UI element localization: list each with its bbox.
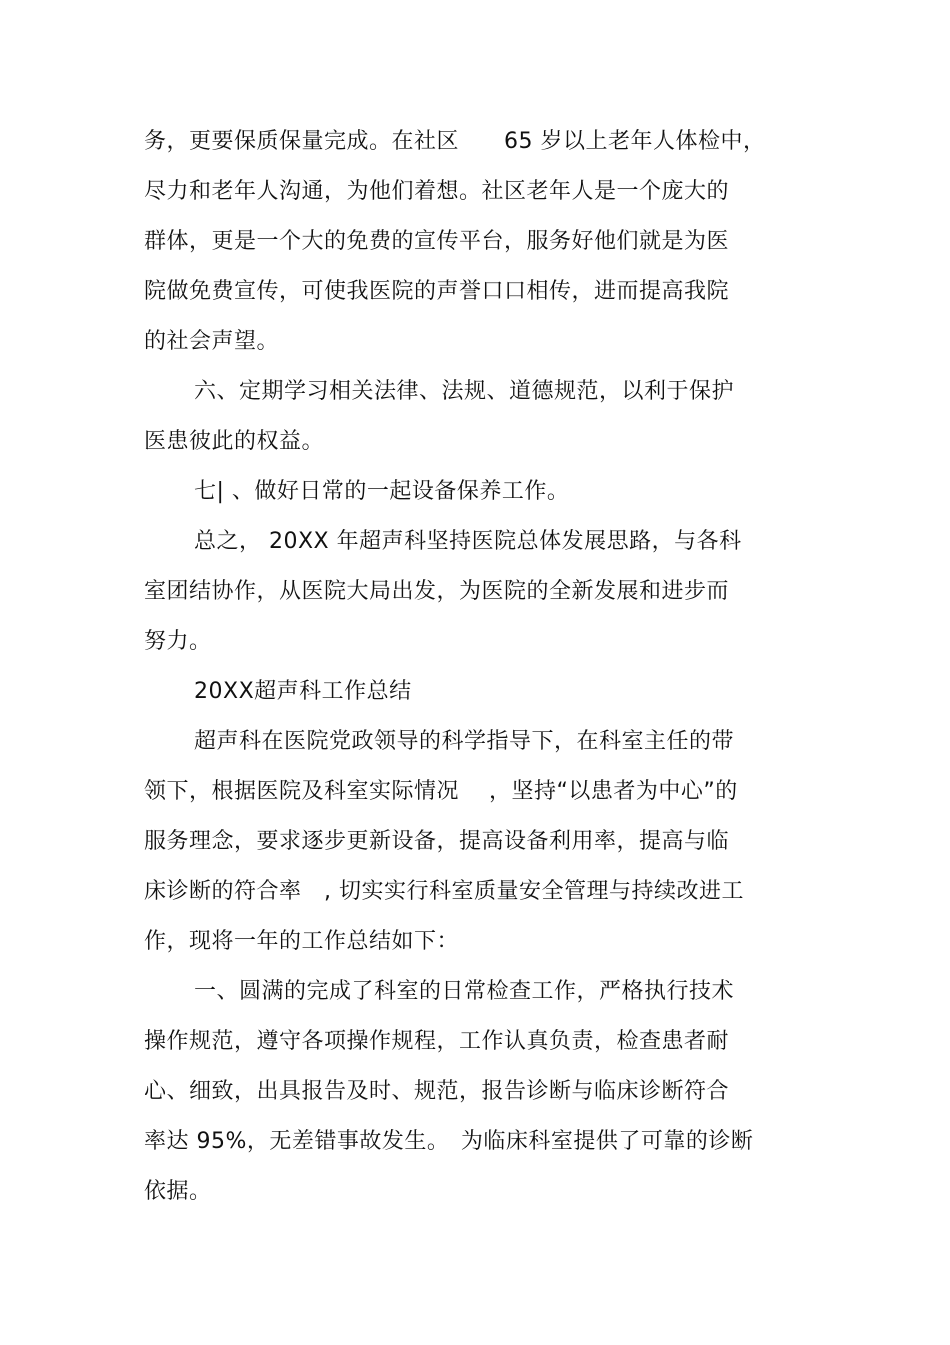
paragraph-line: 领下，根据医院及科室实际情况 ，坚持“以患者为中心”的 [144,779,738,804]
paragraph-line: 服务理念，要求逐步更新设备，提高设备利用率，提高与临 [144,829,730,854]
paragraph-line: 六、定期学习相关法律、法规、道德规范，以利于保护 [194,379,735,404]
paragraph-line: 床诊断的符合率 , 切实实行科室质量安全管理与持续改进工 [144,879,744,904]
section-heading: 20XX超声科工作总结 [194,679,412,704]
paragraph-line: 群体，更是一个大的免费的宣传平台，服务好他们就是为医 [144,229,730,254]
paragraph-line: 医患彼此的权益。 [144,429,325,454]
paragraph-line: 作，现将一年的工作总结如下： [144,929,460,954]
paragraph-line: 心、细致，出具报告及时、规范，报告诊断与临床诊断符合 [144,1079,730,1104]
paragraph-line: 尽力和老年人沟通，为他们着想。社区老年人是一个庞大的 [144,179,730,204]
paragraph-line: 室团结协作，从医院大局出发，为医院的全新发展和进步而 [144,579,730,604]
paragraph-line: 的社会声望。 [144,329,280,354]
paragraph-line: 依据。 [144,1179,212,1204]
paragraph-line: 院做免费宣传，可使我医院的声誉口口相传，进而提高我院 [144,279,730,304]
paragraph-line: 一、圆满的完成了科室的日常检查工作，严格执行技术 [194,979,735,1004]
paragraph-line: 率达 95%，无差错事故发生。 为临床科室提供了可靠的诊断 [144,1129,754,1154]
paragraph-line: 总之， 20XX 年超声科坚持医院总体发展思路，与各科 [194,529,742,554]
paragraph-line: 七| 、做好日常的一起设备保养工作。 [194,479,570,504]
paragraph-line: 操作规范，遵守各项操作规程，工作认真负责，检查患者耐 [144,1029,730,1054]
paragraph-line: 务，更要保质保量完成。在社区 65 岁以上老年人体检中， [144,129,766,154]
paragraph-line: 超声科在医院党政领导的科学指导下，在科室主任的带 [194,729,735,754]
paragraph-line: 努力。 [144,629,212,654]
